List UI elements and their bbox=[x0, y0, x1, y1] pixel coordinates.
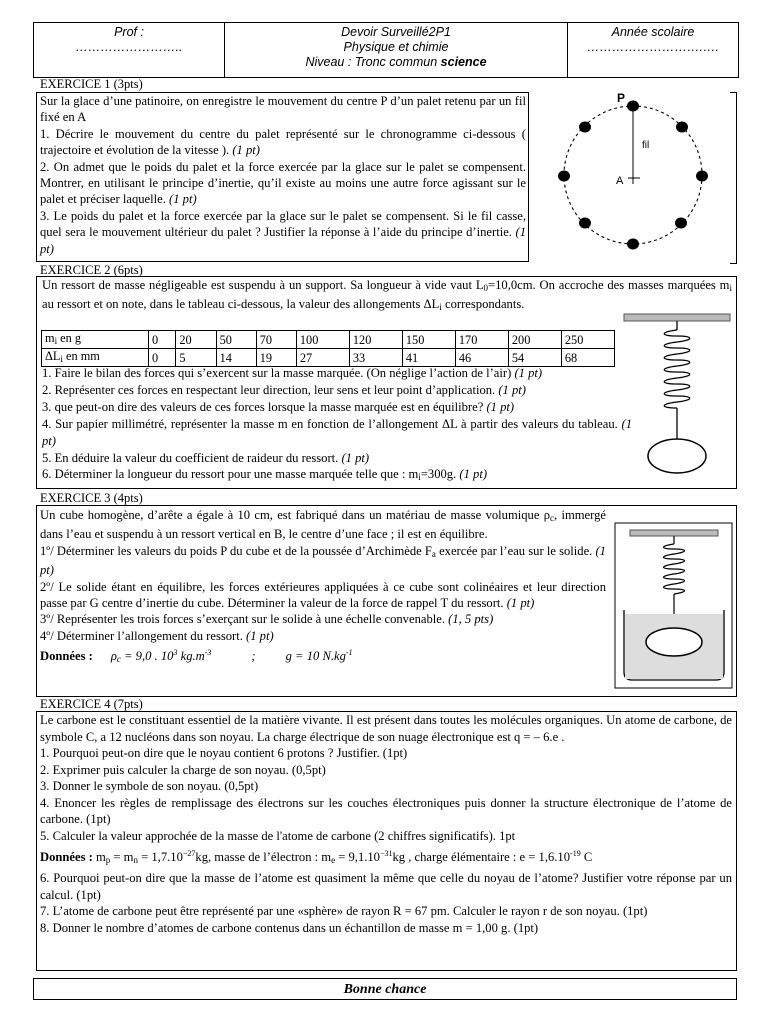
support-bar bbox=[624, 314, 730, 321]
palet-position bbox=[627, 101, 639, 112]
table-cell: 20 bbox=[176, 331, 216, 349]
palet-position bbox=[696, 171, 708, 182]
ex4-q5: 5. Calculer la valeur approchée de la masse de l'atome de carbone (2 chiffres significatifs). 1pt bbox=[40, 828, 516, 843]
ex2-q6-text-a: 6. Déterminer la longueur du ressort pour une masse marquée telle que : m bbox=[42, 467, 419, 482]
marked-mass bbox=[648, 439, 706, 473]
ex4-q4: 4. Enoncer les règles de remplissage des électrons sur les couches électroniques puis donner la structure électronique de l’atome de carbone. (1pt) bbox=[40, 795, 732, 826]
ex3-g bbox=[286, 649, 353, 663]
ex2-q1 bbox=[42, 365, 632, 382]
ex4-intro: Le carbone est le constituant essentiel de la matière vivante. Il est présent dans toutes les molécules organiques. Un atome de carbone, de symbole C, a 12 nucléons dans son noyau. La charge électrique de son nuage électronique est q = – 6.e . bbox=[40, 713, 732, 744]
m-head: m bbox=[45, 331, 55, 345]
table-cell: 41 bbox=[402, 349, 455, 367]
table-cell: 100 bbox=[296, 331, 349, 349]
ex1-q3 bbox=[40, 208, 526, 257]
ex3-intro-a: Un cube homogène, d’arête a égale à 10 cm, est fabriqué dans un matériau de masse volumique ρ bbox=[40, 508, 551, 522]
ex2-q5-points: (1 pt) bbox=[341, 450, 370, 465]
ex2-q3-points: (1 pt) bbox=[486, 399, 515, 414]
table-cell: 250 bbox=[561, 331, 614, 349]
ex1-q2 bbox=[40, 159, 526, 208]
ex3-donnees-label: Données : bbox=[40, 649, 93, 664]
rho-exp: 3 bbox=[173, 648, 178, 658]
ex2-q1-points: (1 pt) bbox=[514, 366, 543, 380]
ex3-intro bbox=[40, 507, 606, 543]
ex2-intro bbox=[42, 277, 732, 316]
spring-coil bbox=[664, 330, 690, 408]
ex1-q1-points: (1 pt) bbox=[232, 143, 260, 158]
table-cell: 0 bbox=[149, 349, 176, 367]
palet-position bbox=[676, 122, 688, 133]
ex2-intro-a: Un ressort de masse négligeable est suspendu à un support. Sa longueur à vide vaut L bbox=[42, 278, 484, 292]
ex3-donnees bbox=[40, 645, 606, 667]
palet-position bbox=[579, 122, 591, 133]
table-cell: 120 bbox=[349, 331, 402, 349]
me-sub: e bbox=[331, 855, 336, 865]
immersed-solid bbox=[646, 628, 702, 656]
palet-position bbox=[579, 218, 591, 229]
g-exp: -1 bbox=[345, 648, 353, 658]
ex1-figure-bracket bbox=[730, 92, 737, 264]
ex1-q3-points: (1 pt) bbox=[40, 225, 526, 256]
table-cell: 19 bbox=[256, 349, 296, 367]
ex3-rho bbox=[111, 649, 212, 663]
ex2-intro-sub0: 0 bbox=[483, 283, 489, 293]
ex4-q3: 3. Donner le symbole de son noyau. (0,5pt) bbox=[40, 779, 259, 793]
ex3-q3 bbox=[40, 611, 606, 627]
ex1-q2-points: (1 pt) bbox=[169, 192, 197, 207]
mn-sub: n bbox=[133, 855, 138, 865]
dl-head: ΔL bbox=[45, 349, 61, 363]
ex4-q8: 8. Donner le nombre d’atomes de carbone contenus dans un échantillon de masse m = 1,00 g. (1pt) bbox=[40, 920, 539, 935]
table-cell: 50 bbox=[216, 331, 256, 349]
label-fil: fil bbox=[642, 140, 650, 151]
ex3-q1-text-a: 1º/ Déterminer les valeurs du poids P du cube et de la poussée d’Archimède F bbox=[40, 543, 432, 558]
table-cell: 46 bbox=[455, 349, 508, 367]
ex2-q4-text: 4. Sur papier millimétré, représenter la masse m en fonction de l’allongement ΔL à partir des valeurs du tableau. bbox=[42, 416, 622, 431]
ex3-separator: ; bbox=[251, 649, 256, 664]
ex3-text bbox=[40, 507, 606, 668]
ex3-intro-sub: c bbox=[550, 513, 555, 523]
ex3-q4 bbox=[40, 628, 606, 644]
table-row bbox=[42, 331, 615, 349]
electron-mass-value: = 9,1.10 bbox=[335, 850, 380, 864]
support-bar bbox=[630, 530, 718, 536]
spring-mass-figure bbox=[622, 312, 734, 488]
ex3-q3-points: (1, 5 pts) bbox=[448, 612, 494, 627]
ex3-q2-points: (1 pt) bbox=[506, 596, 535, 611]
dl-head-unit: en mm bbox=[62, 349, 100, 363]
header-prof-cell bbox=[34, 23, 225, 77]
mass-exp: −27 bbox=[182, 849, 196, 858]
mass-value: = 1,7.10 bbox=[137, 850, 183, 864]
charge-exp: -19 bbox=[570, 849, 581, 858]
ex4-q1: 1. Pourquoi peut-on dire que le noyau contient 6 protons ? Justifier. (1pt) bbox=[40, 746, 408, 760]
ex3-q4-points: (1 pt) bbox=[246, 628, 274, 643]
ex2-q6 bbox=[42, 466, 632, 486]
ex2-q6-sub: i bbox=[418, 472, 421, 483]
ex4-q7: 7. L’atome de carbone peut être représenté par une «sphère» de rayon R = 67 pm. Calculer le rayon r de son noyau. (1pt) bbox=[40, 904, 648, 918]
ex2-q2-text: 2. Représenter ces forces en respectant leur direction, leur sens et leur point d’application. bbox=[42, 382, 499, 397]
ex2-q5-text: 5. En déduire la valeur du coefficient de raideur du ressort. bbox=[42, 450, 342, 465]
ex3-intro-b: , immergé dans l’eau et suspendu à un ressort vertical en B, le centre d’une face ; il est en équilibre. bbox=[40, 508, 606, 542]
ex3-q2-text: 2º/ Le solide étant en équilibre, les forces extérieures appliquées à ce cube sont colinéaires et leur direction passe par G centre d’inertie du cube. Déterminer la valeur de la force de rappel T du ressort. bbox=[40, 579, 606, 611]
table-cell: 33 bbox=[349, 349, 402, 367]
ex2-q2 bbox=[42, 382, 632, 399]
label-a: A bbox=[616, 175, 624, 187]
table-cell: 200 bbox=[508, 331, 561, 349]
rho-unit-exp: -3 bbox=[204, 648, 212, 658]
table-cell: 5 bbox=[176, 349, 216, 367]
electron-mass-exp: −31 bbox=[379, 849, 393, 858]
table-row-head bbox=[42, 349, 149, 367]
header-title-cell bbox=[225, 23, 568, 77]
ex2-q2-points: (1 pt) bbox=[498, 382, 526, 397]
table-cell: 70 bbox=[256, 331, 296, 349]
ex1-text bbox=[40, 93, 526, 257]
ex2-q3 bbox=[42, 399, 632, 416]
ex1-q3-text: 3. Le poids du palet et la force exercée par la glace sur le palet se compensent. Si le fil casse, quel sera le mouvement ultérieur du palet ? Justifier la réponse à l’aide du principe d’inertie. bbox=[40, 208, 526, 240]
palet-position bbox=[627, 239, 639, 250]
footer-bonne-chance: Bonne chance bbox=[33, 978, 737, 1000]
header-year-cell bbox=[568, 23, 738, 77]
ex2-q5 bbox=[42, 450, 632, 467]
ex2-questions bbox=[42, 365, 632, 486]
label-p: P bbox=[617, 91, 626, 105]
palet-position bbox=[558, 171, 570, 182]
ex2-intro-subi: i bbox=[729, 283, 732, 293]
ex3-q4-text: 4º/ Déterminer l’allongement du ressort. bbox=[40, 628, 247, 643]
prof-label: Prof : bbox=[114, 25, 144, 39]
immersed-cube-figure bbox=[614, 522, 734, 690]
rho-sub: c bbox=[116, 654, 121, 665]
mp-sub: p bbox=[105, 855, 111, 865]
level-bold: science bbox=[440, 55, 487, 69]
ex2-intro-d: correspondants. bbox=[441, 297, 525, 312]
electron-mass-label: kg, masse de l’électron : m bbox=[195, 850, 332, 864]
ex4-title: EXERCICE 4 (7pts) bbox=[40, 697, 143, 711]
ex2-q6-text-b: =300g. bbox=[420, 467, 460, 482]
year-dots: ……………………….…. bbox=[587, 40, 719, 54]
palet-position bbox=[675, 218, 687, 229]
ex1-q2-text: 2. On admet que le poids du palet et la force exercée par la glace sur le palet se compensent. Montrer, en utilisant le principe d’inertie, qu’il existe au moins une autre force agissant sur le palet et préciser laquelle. bbox=[40, 159, 526, 207]
g-value: g = 10 N.kg bbox=[285, 649, 346, 664]
ex2-q1-text: 1. Faire le bilan des forces qui s’exercent sur la masse marquée. (On néglige l’action de l’air) bbox=[42, 366, 515, 380]
mn-eq: = m bbox=[110, 850, 134, 864]
level-prefix: Niveau : Tronc commun bbox=[305, 55, 441, 69]
ex1-q1 bbox=[40, 126, 526, 159]
rho-value: = 9,0 . 10 bbox=[120, 649, 174, 664]
table-row-head bbox=[42, 331, 149, 349]
year-label: Année scolaire bbox=[611, 25, 695, 39]
ex3-title: EXERCICE 3 (4pts) bbox=[40, 491, 143, 505]
table-cell: 54 bbox=[508, 349, 561, 367]
m-head-sub: i bbox=[54, 336, 58, 346]
ex1-title: EXERCICE 1 (3pts) bbox=[40, 77, 143, 91]
ex3-q1 bbox=[40, 543, 606, 579]
ex4-donnees bbox=[40, 844, 732, 870]
charge-label: kg , charge élémentaire : e = 1,6.10 bbox=[392, 850, 571, 864]
prof-dots: …………………….. bbox=[75, 40, 183, 54]
ex2-title: EXERCICE 2 (6pts) bbox=[40, 263, 143, 277]
ex2-q6-points: (1 pt) bbox=[459, 467, 488, 482]
exam-title: Devoir Surveillé2P1 bbox=[341, 25, 451, 39]
ex3-q1-sub: a bbox=[431, 548, 436, 559]
ex2-intro-c: au ressort et on note, dans le tableau ci-dessous, la valeur des allongements ΔL bbox=[42, 297, 440, 312]
spring-coil bbox=[664, 544, 685, 594]
ex4-q6: 6. Pourquoi peut-on dire que la masse de l’atome est quasiment la même que celle du noyau de l’atome? Justifier votre réponse par un calcul. (1pt) bbox=[40, 871, 732, 902]
ex4-q2: 2. Exprimer puis calculer la charge de son noyau. (0,5pt) bbox=[40, 762, 326, 777]
ex4-text bbox=[40, 712, 732, 936]
ex2-q4 bbox=[42, 416, 632, 450]
header-table bbox=[33, 22, 739, 78]
ex4-donnees-label: Données : bbox=[40, 850, 96, 864]
m-head-unit: en g bbox=[57, 331, 81, 345]
ex3-q3-text: 3º/ Représenter les trois forces s’exerçant sur le solide à une échelle convenable. bbox=[40, 612, 449, 627]
table-cell: 27 bbox=[296, 349, 349, 367]
rho-symbol: ρ bbox=[110, 649, 117, 664]
ex2-intro-b: =10,0cm. On accroche des masses marquées m bbox=[488, 278, 730, 292]
subject: Physique et chimie bbox=[343, 40, 449, 54]
table-cell: 68 bbox=[561, 349, 614, 367]
ex3-q1-text-b: exercée par l’eau sur le solide. bbox=[435, 543, 596, 558]
ex2-q3-text: 3. que peut-on dire des valeurs de ces forces lorsque la masse marquée est en équilibre? bbox=[42, 399, 487, 414]
ex2-intro-subi2: i bbox=[439, 302, 442, 313]
ex1-q1-text: 1. Décrire le mouvement du centre du palet représenté sur le chronogramme ci-dessous ( trajectoire et évolution de la vitesse ). bbox=[40, 126, 526, 158]
table-cell: 170 bbox=[455, 331, 508, 349]
level bbox=[225, 55, 567, 70]
ex3-q2 bbox=[40, 579, 606, 612]
rho-unit: kg.m bbox=[177, 649, 205, 664]
ex2-table bbox=[41, 330, 615, 367]
mp-symbol: m bbox=[95, 850, 106, 864]
table-row bbox=[42, 349, 615, 367]
ex2-q4-points: (1 pt) bbox=[42, 416, 632, 448]
ex3-q1-points: (1 pt) bbox=[40, 543, 606, 578]
table-cell: 0 bbox=[149, 331, 176, 349]
table-cell: 150 bbox=[402, 331, 455, 349]
dl-head-sub: i bbox=[60, 354, 63, 364]
ex1-chronogram-figure bbox=[550, 88, 720, 260]
charge-unit: C bbox=[580, 850, 593, 864]
ex1-intro: Sur la glace d’une patinoire, on enregistre le mouvement du centre P d’un palet retenu par un fil fixé en A bbox=[40, 94, 526, 125]
table-cell: 14 bbox=[216, 349, 256, 367]
